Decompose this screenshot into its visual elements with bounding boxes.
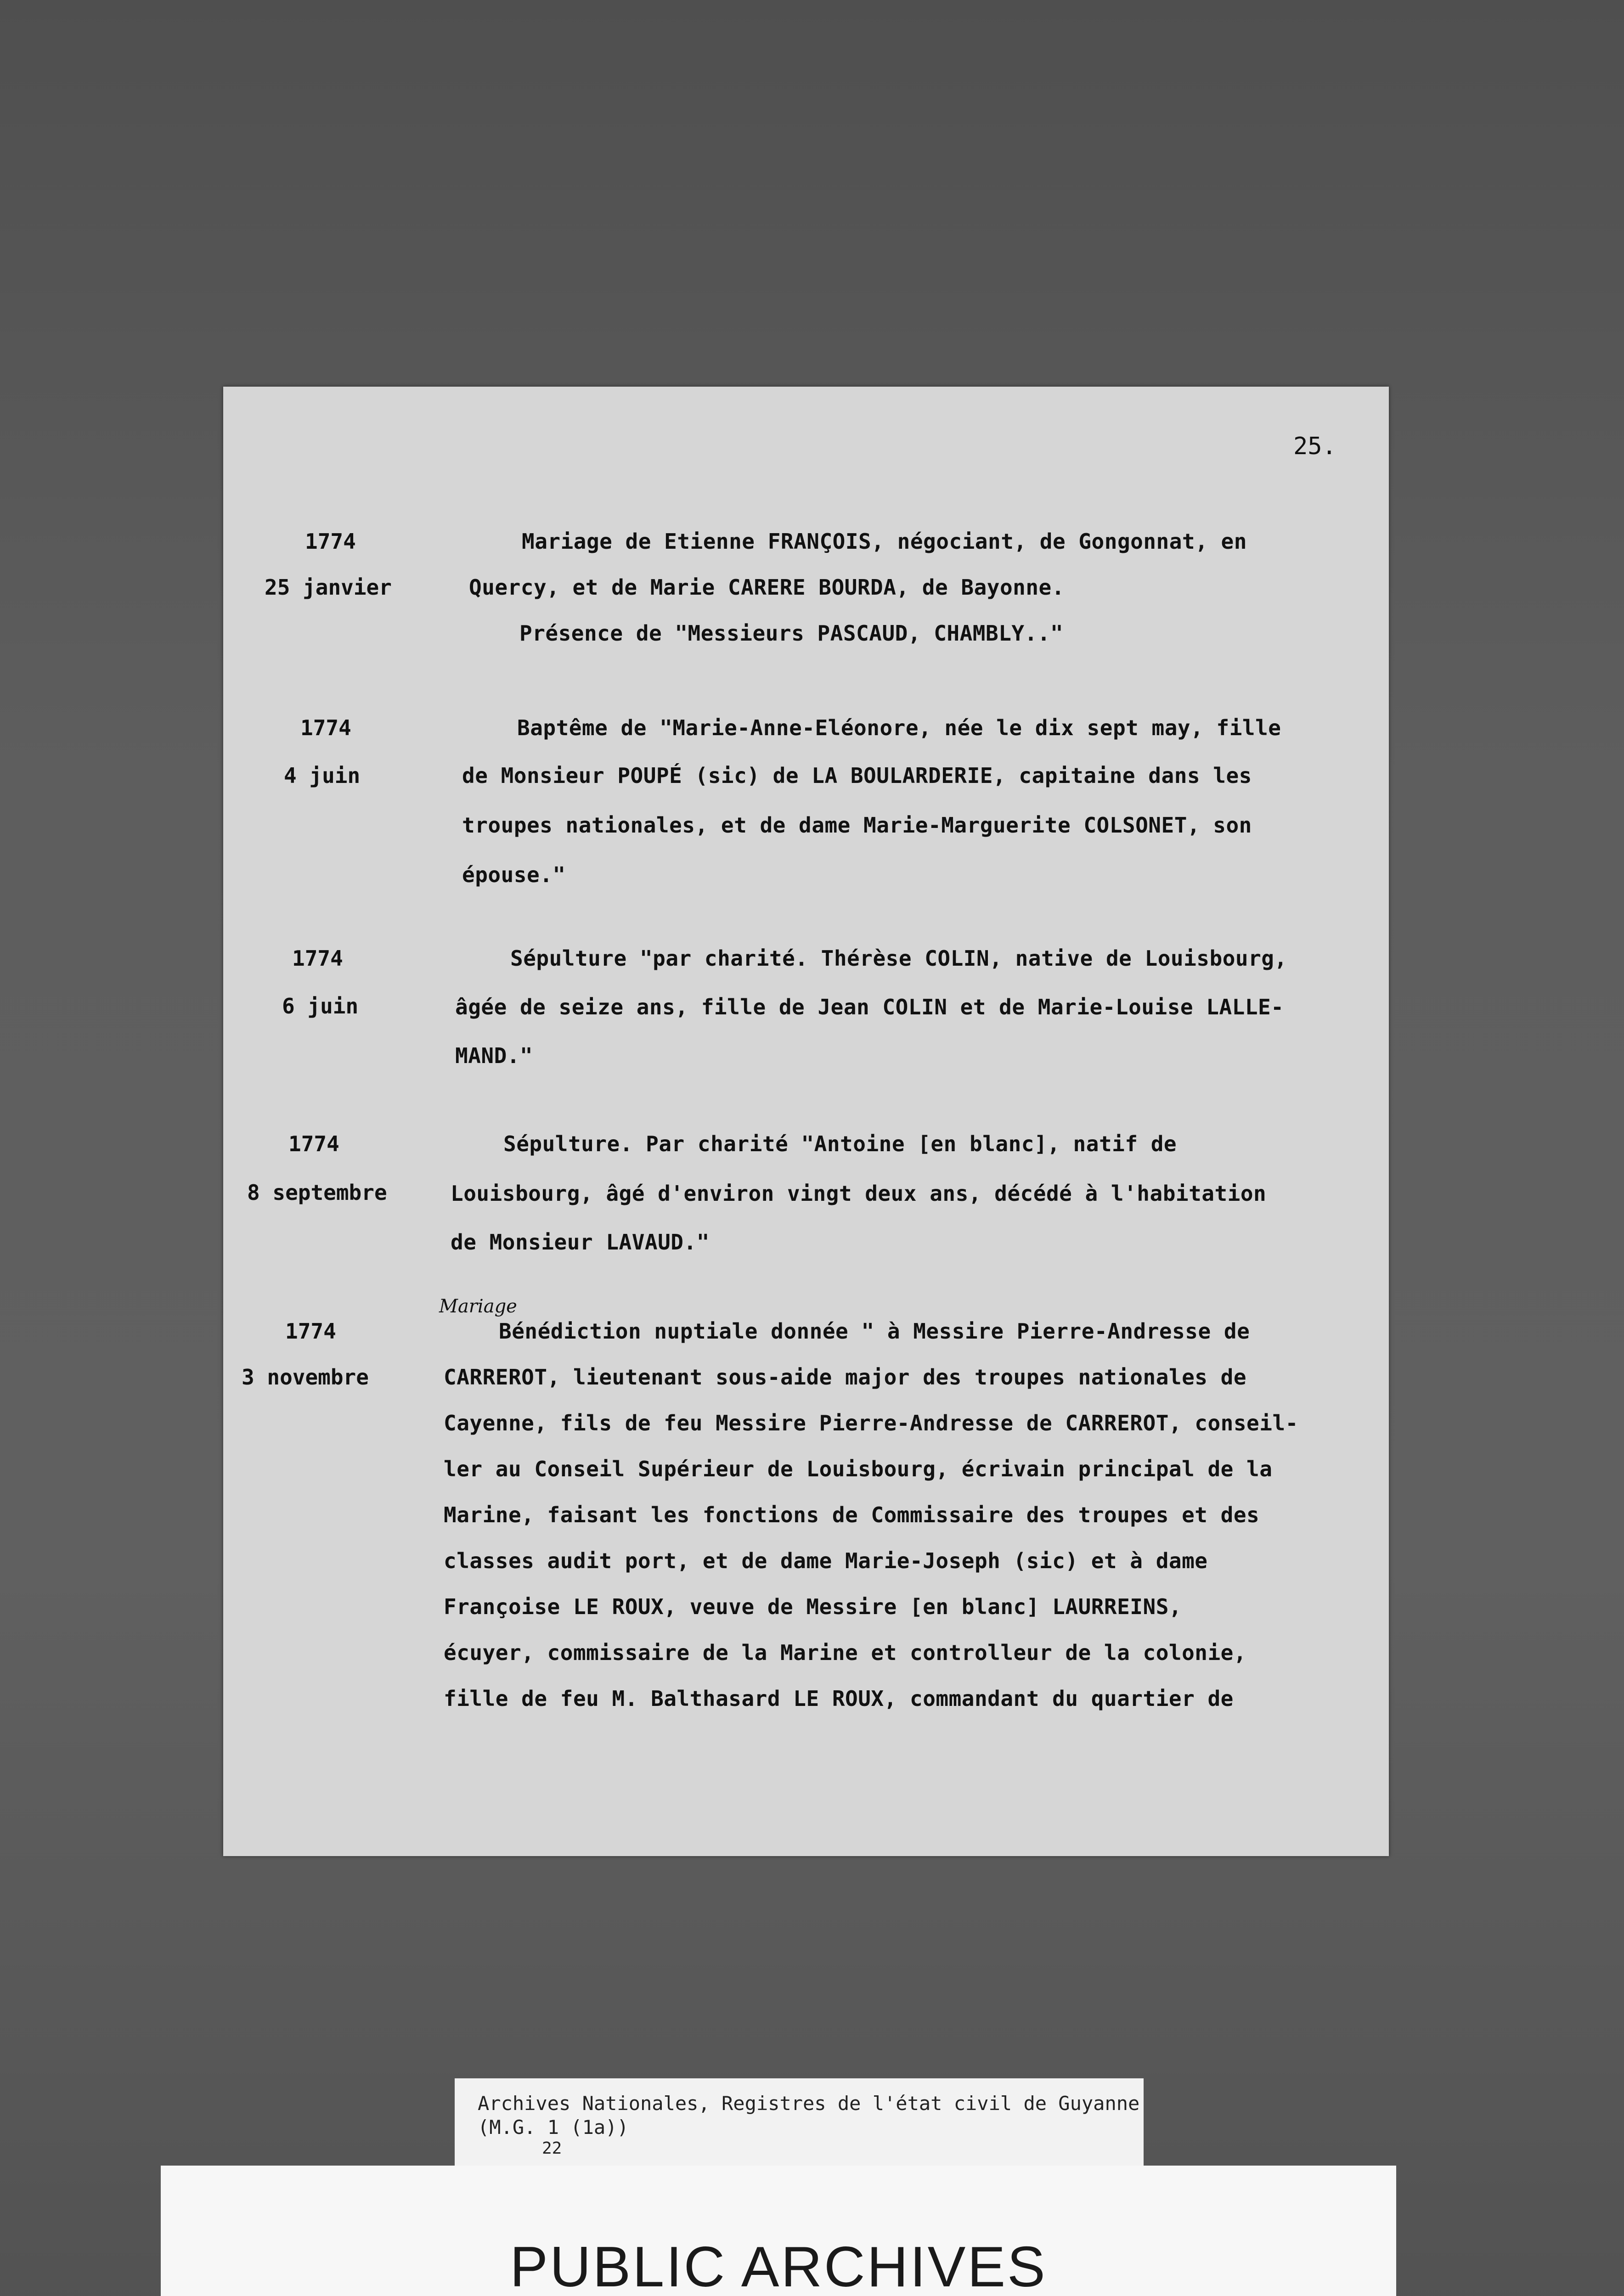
- entry-line: Baptême de "Marie-Anne-Eléonore, née le dix sept may, fille: [517, 715, 1281, 740]
- entry-day: 4 juin: [284, 763, 361, 788]
- entry-line: Sépulture "par charité. Thérèse COLIN, native de Louisbourg,: [510, 946, 1287, 971]
- entry-line: écuyer, commissaire de la Marine et controlleur de la colonie,: [444, 1640, 1247, 1665]
- entry-year: 1774: [288, 1131, 339, 1156]
- source-caption: [455, 2078, 1144, 2166]
- entry-line: CARREROT, lieutenant sous-aide major des troupes nationales de: [444, 1365, 1247, 1390]
- entry-line: Sépulture. Par charité "Antoine [en blanc], natif de: [503, 1131, 1177, 1156]
- typed-document-page: [223, 387, 1389, 1856]
- caption-reference: (M.G. 1 (1a)): [478, 2116, 629, 2138]
- entry-line: Mariage de Etienne FRANÇOIS, négociant, de Gongonnat, en: [522, 529, 1247, 554]
- archives-stamp: [161, 2166, 1396, 2296]
- entry-line: épouse.": [462, 862, 566, 887]
- entry-line: âgée de seize ans, fille de Jean COLIN et de Marie-Louise LALLE-: [455, 995, 1284, 1019]
- entry-year: 1774: [300, 715, 351, 740]
- entry-year: 1774: [285, 1319, 336, 1344]
- entry-line: Bénédiction nuptiale donnée " à Messire Pierre-Andresse de: [499, 1319, 1250, 1344]
- entry-line: Françoise LE ROUX, veuve de Messire [en blanc] LAURREINS,: [444, 1594, 1182, 1619]
- entry-day: 3 novembre: [242, 1365, 369, 1390]
- entry-line: Cayenne, fils de feu Messire Pierre-Andresse de CARREROT, conseil-: [444, 1411, 1298, 1435]
- caption-source: Archives Nationales, Registres de l'état civil de Guyanne: [478, 2092, 1140, 2115]
- entry-line: de Monsieur POUPÉ (sic) de LA BOULARDERIE, capitaine dans les: [462, 763, 1252, 788]
- entry-day: 8 septembre: [247, 1180, 387, 1205]
- entry-line: Présence de "Messieurs PASCAUD, CHAMBLY..": [519, 621, 1064, 646]
- entry-line: troupes nationales, et de dame Marie-Marguerite COLSONET, son: [462, 813, 1252, 838]
- entry-year: 1774: [305, 529, 356, 554]
- entry-day: 6 juin: [282, 994, 359, 1019]
- entry-line: Quercy, et de Marie CARERE BOURDA, de Bayonne.: [469, 575, 1065, 600]
- entry-line: Marine, faisant les fonctions de Commissaire des troupes et des: [444, 1503, 1260, 1527]
- stamp-public-archives: PUBLIC ARCHIVES: [510, 2235, 1047, 2296]
- entry-line: MAND.": [455, 1043, 533, 1068]
- page-number: 25.: [1293, 433, 1336, 460]
- entry-year: 1774: [292, 946, 343, 971]
- entry-line: classes audit port, et de dame Marie-Joseph (sic) et à dame: [444, 1548, 1208, 1573]
- handwritten-margin-note: Mariage: [439, 1296, 517, 1317]
- entry-day: 25 janvier: [265, 575, 392, 600]
- entry-line: ler au Conseil Supérieur de Louisbourg, écrivain principal de la: [444, 1457, 1273, 1481]
- entry-line: de Monsieur LAVAUD.": [451, 1230, 710, 1255]
- entry-line: fille de feu M. Balthasard LE ROUX, commandant du quartier de: [444, 1686, 1234, 1711]
- entry-line: Louisbourg, âgé d'environ vingt deux ans, décédé à l'habitation: [451, 1181, 1267, 1206]
- caption-fraction: 22: [542, 2139, 562, 2158]
